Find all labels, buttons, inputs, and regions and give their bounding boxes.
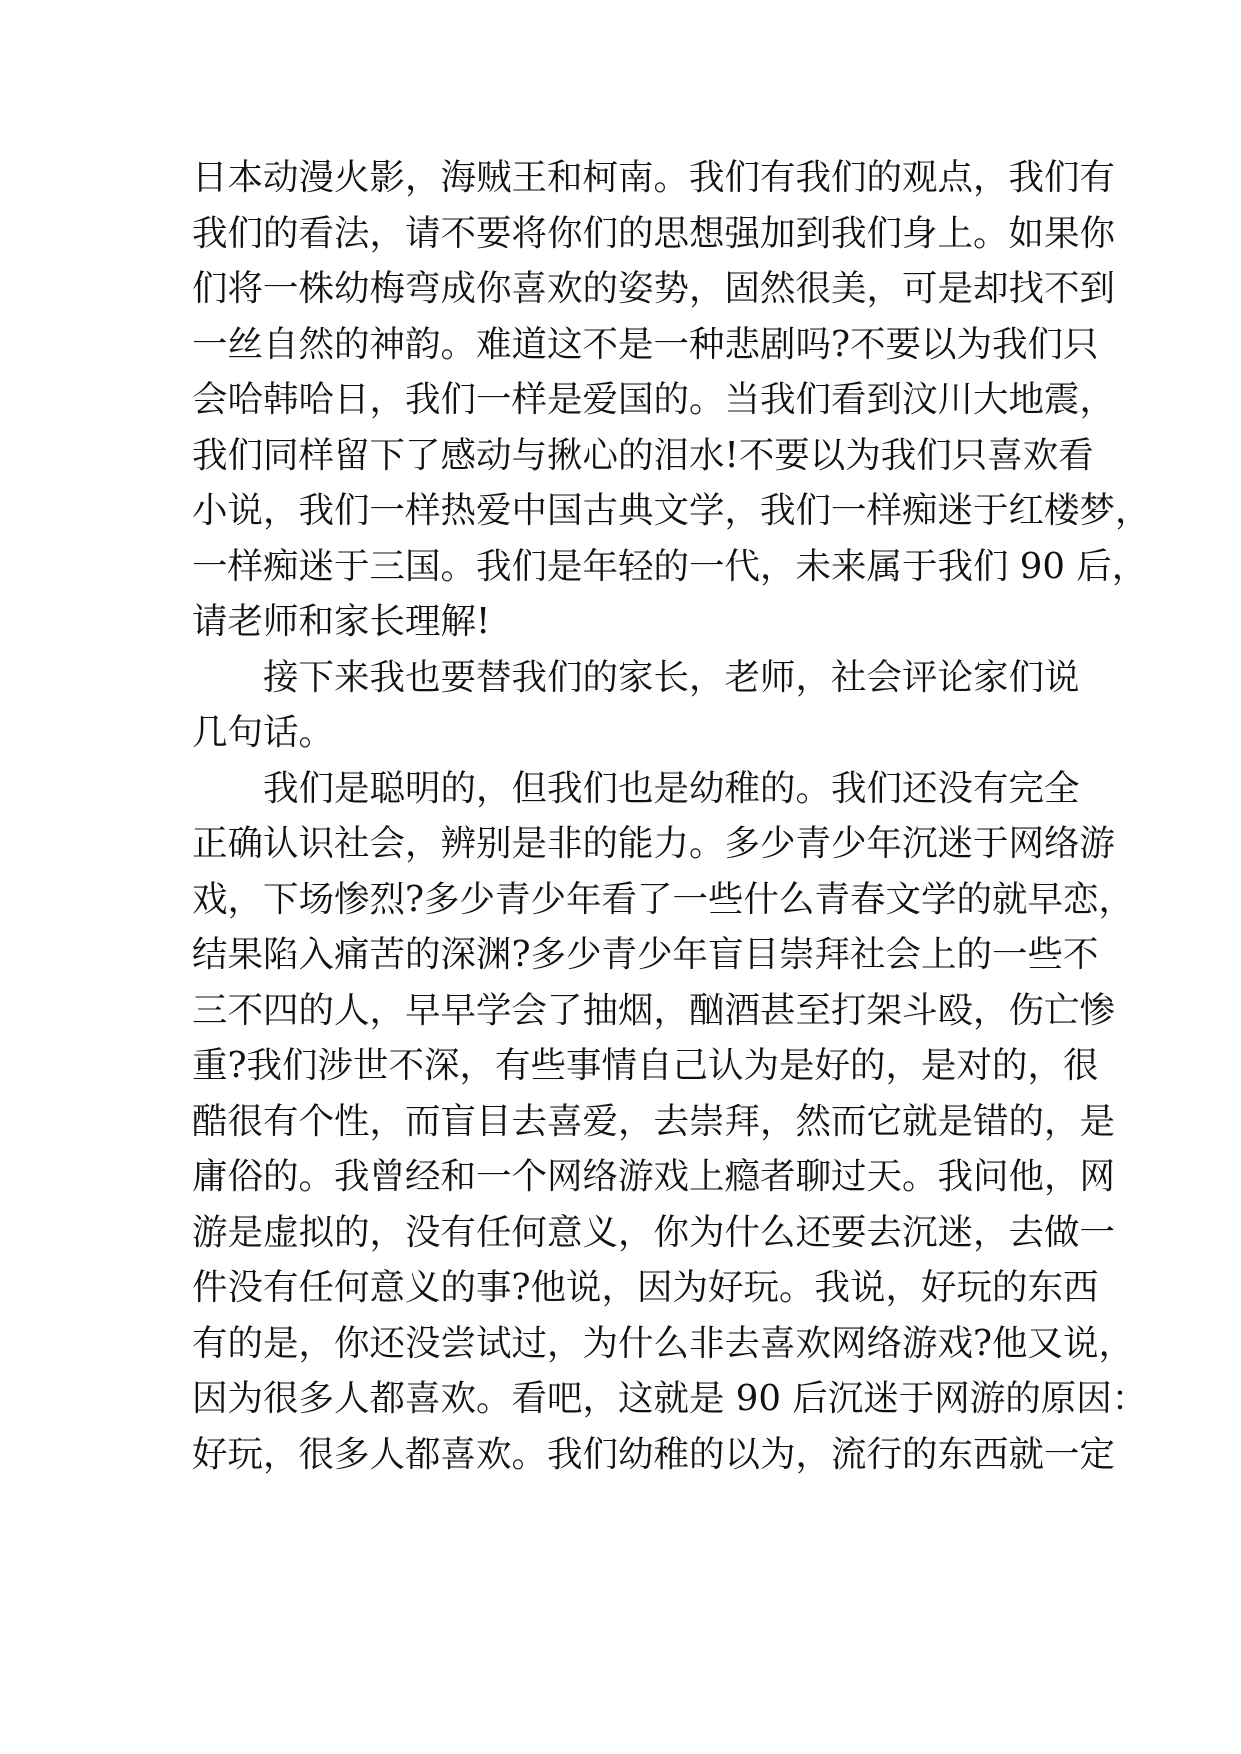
text-line: 几句话。 xyxy=(192,712,335,753)
text-line: 结果陷入痛苦的深渊?多少青少年盲目崇拜社会上的一些不 xyxy=(192,934,1099,975)
text-line: 们将一株幼梅弯成你喜欢的姿势，固然很美，可是却找不到 xyxy=(192,268,1116,309)
text-line: 会哈韩哈日，我们一样是爱国的。当我们看到汶川大地震， xyxy=(192,379,1116,420)
text-line: 正确认识社会，辨别是非的能力。多少青少年沉迷于网络游 xyxy=(192,823,1116,864)
text-line: 一样痴迷于三国。我们是年轻的一代，未来属于我们 90 后， xyxy=(192,545,1148,587)
text-line: 一丝自然的神韵。难道这不是一种悲剧吗?不要以为我们只 xyxy=(192,323,1099,365)
text-line: 重?我们涉世不深，有些事情自己认为是好的，是对的，很 xyxy=(192,1045,1099,1086)
text-line: 游是虚拟的，没有任何意义，你为什么还要去沉迷，去做一 xyxy=(192,1211,1116,1253)
text-line: 有的是，你还没尝试过，为什么非去喜欢网络游戏?他又说， xyxy=(192,1322,1135,1364)
text-line: 酷很有个性，而盲目去喜爱，去崇拜，然而它就是错的，是 xyxy=(192,1100,1116,1142)
text-line: 接下来我也要替我们的家长，老师，社会评论家们说 xyxy=(263,656,1080,698)
body-text xyxy=(192,150,1151,1482)
text-line: 戏，下场惨烈?多少青少年看了一些什么青春文学的就早恋， xyxy=(192,878,1135,920)
text-line: 我们同样留下了感动与揪心的泪水!不要以为我们只喜欢看 xyxy=(192,434,1094,476)
text-line: 请老师和家长理解! xyxy=(192,601,491,642)
text-line: 庸俗的。我曾经和一个网络游戏上瘾者聊过天。我问他，网 xyxy=(192,1156,1116,1197)
text-line: 件没有任何意义的事?他说，因为好玩。我说，好玩的东西 xyxy=(192,1267,1099,1308)
text-line: 我们是聪明的，但我们也是幼稚的。我们还没有完全 xyxy=(263,767,1080,809)
text-line: 三不四的人，早早学会了抽烟，酗酒甚至打架斗殴，伤亡惨 xyxy=(192,989,1116,1031)
text-line: 小说，我们一样热爱中国古典文学，我们一样痴迷于红楼梦， xyxy=(192,490,1151,531)
text-line: 因为很多人都喜欢。看吧，这就是 90 后沉迷于网游的原因： xyxy=(192,1378,1148,1419)
text-line: 我们的看法，请不要将你们的思想强加到我们身上。如果你 xyxy=(192,212,1116,254)
text-line: 好玩，很多人都喜欢。我们幼稚的以为，流行的东西就一定 xyxy=(192,1433,1116,1475)
text-line: 日本动漫火影，海贼王和柯南。我们有我们的观点，我们有 xyxy=(192,157,1116,198)
